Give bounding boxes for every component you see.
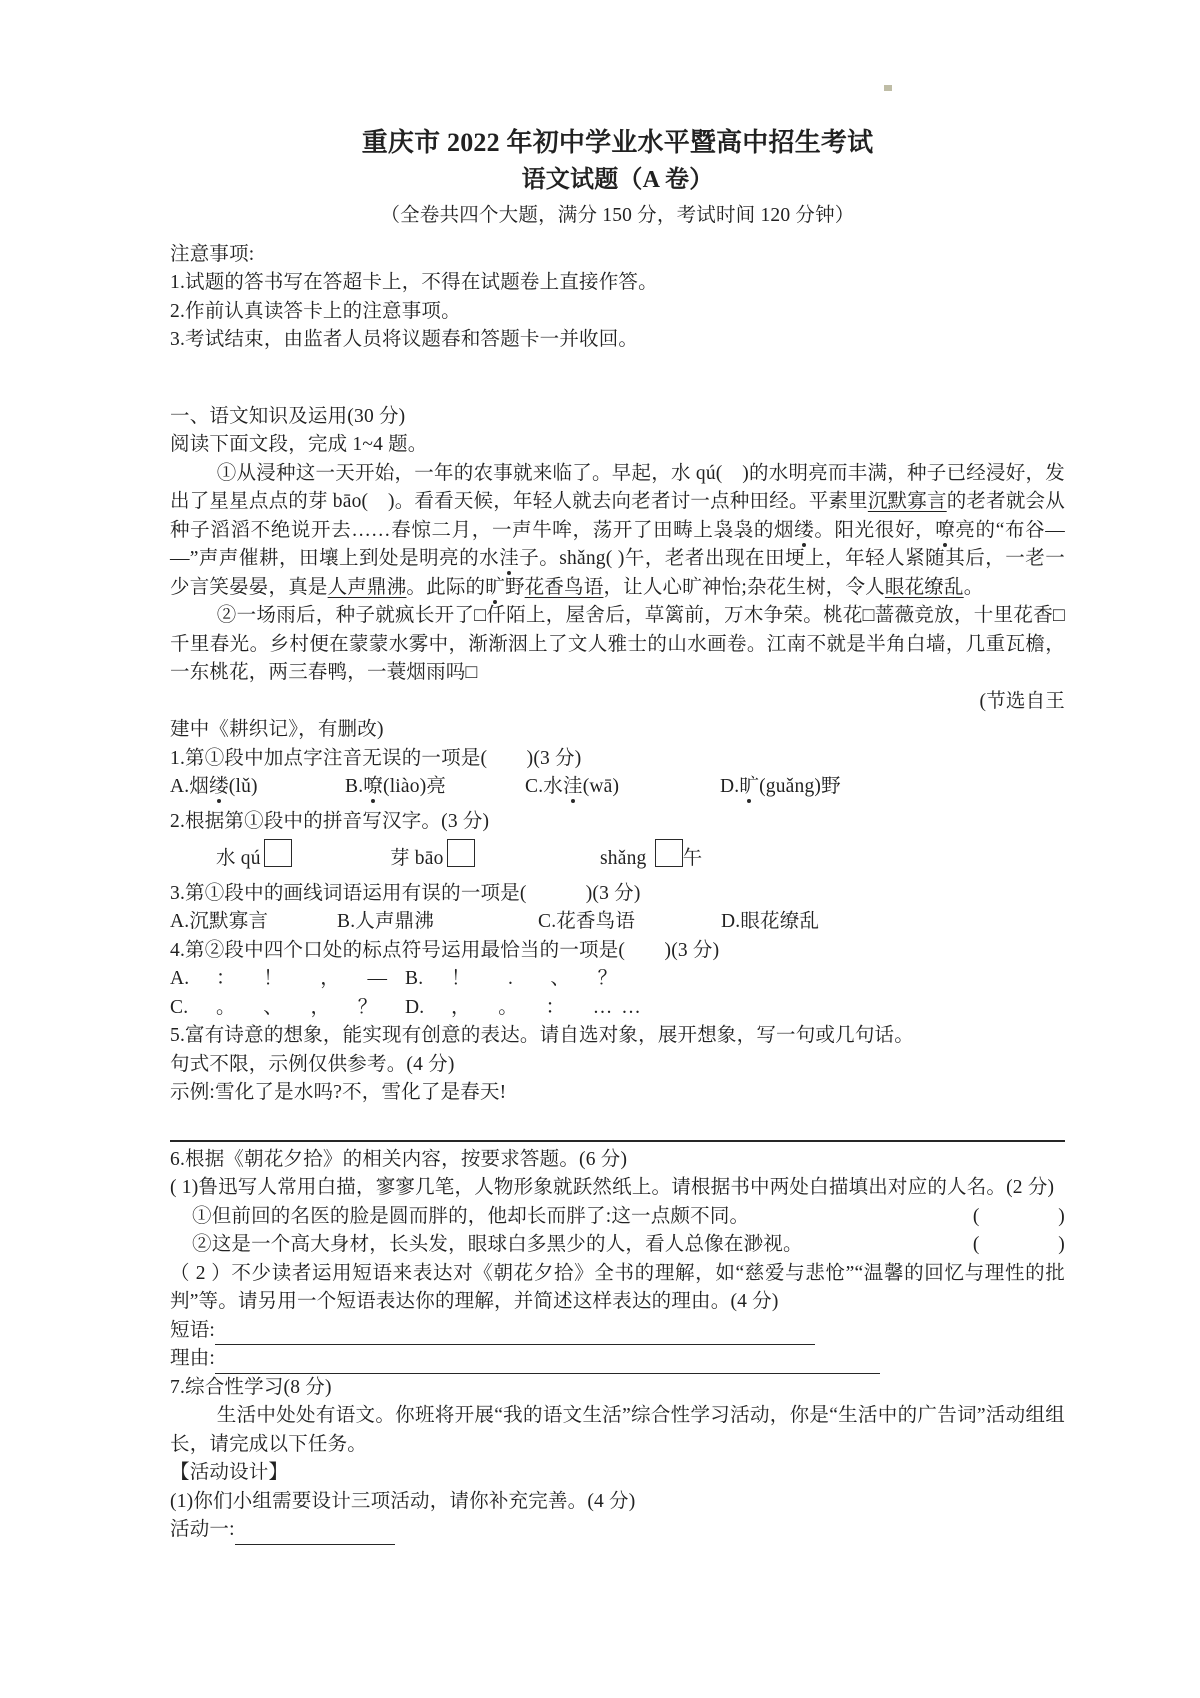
q3-option-b: B.人声鼎沸 [337,911,435,932]
passage-seg: 。阳光很好， [814,519,936,541]
q3-option-d: D.眼花缭乱 [721,911,820,932]
question-4-row-1 [170,965,1065,994]
q1-option-a [170,773,345,802]
dotted-char: 嘹 [363,776,383,797]
option-label: A. [170,776,190,797]
q4-option-b [405,965,626,994]
q5-answer-line [170,1114,1065,1142]
dotted-char-kuang: 旷 [485,576,505,598]
question-6-stem: 6.根据《朝花夕拾》的相关内容，按要求答题。(6 分) [170,1148,628,1170]
passage-seg: 的老者就会从种子滔滔不绝说开去……春惊二月，一声牛哞，荡开了田畴上袅袅的烟 [170,491,1065,541]
underlined-term-chenmoguayan: 沉默寡言 [867,491,947,512]
punctuation-marks: ！ . 、 ？ [451,968,627,989]
q6-part-1: ( 1)鲁迅写人常用白描，寥寥几笔，人物形象就跃然纸上。请根据书中两处白描填出对应的人名。(2 分) [170,1177,1055,1198]
q1-option-c [525,773,720,802]
q6-sub-2-blank: ( ) [972,1234,1065,1255]
q2-item-label: 水 qú [216,848,261,869]
question-2-answer-boxes [170,839,1065,874]
punctuation-marks: ， 。 ： …… [451,996,650,1018]
option-pinyin: (lǔ) [228,776,258,797]
question-2-stem: 2.根据第①段中的拼音写汉字。(3 分) [170,810,490,832]
q4-option-c [170,994,405,1023]
notice-item-1: 1.试题的答书写在答超卡上，不得在试题卷上直接作答。 [170,272,658,293]
notice-item-3: 3.考试结束，由监者人员将议题春和答题卡一并收回。 [170,329,639,350]
q2-item-label: 午 [682,848,703,869]
dotted-char: 缕 [209,776,229,797]
option-pinyin: (liào)亮 [383,776,447,797]
notice-item-2: 2.作前认真读答卡上的注意事项。 [170,300,461,322]
q2-item-label: 芽 bāo [390,848,444,869]
dotted-char-liao: 嘹 [935,519,956,541]
option-label: B. [345,776,364,797]
option-label: B. [405,968,424,989]
q6-sub-2 [170,1231,1065,1260]
punctuation-marks: ： ！ ， — [216,968,397,989]
exam-content [170,0,1065,1545]
q4-option-d [405,994,650,1023]
q2-item-bao [390,839,600,874]
passage-paragraph-2: ②一场雨后，种子就疯长开了□仟陌上，屋舍后，草篱前，万木争荣。桃花□蔷薇竞放，十里花香□千里春光。乡村便在蒙蒙水雾中，渐渐洇上了文人雅士的山水画卷。江南不就是半角白墙，几重瓦檐，一东桃花，两三春鸭，一蓑烟雨吗□ [170,605,1065,683]
passage-paragraph-1 [170,460,1065,603]
q6-reason-label: 理由: [170,1348,216,1369]
q7-bracket-heading: 【活动设计】 [170,1462,289,1483]
underlined-term-renshengdingfei: 人声鼎沸 [327,576,407,598]
notice-heading: 注意事项: [170,243,255,265]
question-1-options [170,773,1065,802]
passage-source-line-1: (节选自王 [979,690,1065,712]
q2-item-qu [216,839,390,874]
q6-sub-1 [170,1203,1065,1232]
option-label: D. [405,996,425,1018]
underlined-term-yanhualiaoluan: 眼花缭乱 [884,576,964,598]
q2-item-shang [600,839,702,874]
passage-seg: ①从浸种这一天开始，一年的农事就来临了。早起，水 qú( )的水明亮而丰满，种子已经浸好，发出了星星点点的芽 bāo( )。看看天候，年轻人就去向老者讨一点种田经。平素里 [170,462,1065,512]
answer-box [447,839,475,867]
q7-task-1: (1)你们小组需要设计三项活动，请你补充完善。(4 分) [170,1490,636,1512]
q4-option-a [170,965,405,994]
passage-seg: 野 [504,576,525,598]
page-title: 重庆市 2022 年初中学业水平暨高中招生考试 [361,128,874,157]
q7-activity-line [170,1516,1065,1545]
question-4-row-2 [170,994,1065,1023]
exam-meta: （全卷共四个大题，满分 150 分，考试时间 120 分钟） [380,205,855,226]
passage-source-line-2: 建中《耕织记》，有删改) [170,719,384,740]
option-pinyin: (wā) [582,776,620,797]
dotted-char-lv: 缕 [794,519,815,541]
q6-sub-2-text: ②这是一个高大身材，长头发，眼球白多黑少的人，看人总像在渺视。 [192,1234,803,1255]
question-3-options [170,908,1065,937]
option-text: 水 [543,776,563,797]
question-3-stem: 3.第①段中的画线词语运用有误的一项是( )(3 分) [170,882,641,904]
option-text: 烟 [189,776,210,797]
question-5-example: 示例:雪化了是水吗?不，雪化了是春天! [170,1082,507,1103]
passage-intro: 阅读下面文段，完成 1~4 题。 [170,434,428,455]
option-label: A. [170,968,190,989]
underlined-term-huaxiangniaoyu: 花香鸟语 [524,576,604,598]
option-pinyin: (guǎng)野 [759,776,841,797]
answer-box [264,839,292,867]
q6-sub-1-text: ①但前回的名医的脸是圆而胖的，他却长而胖了:这一点颇不同。 [192,1205,750,1227]
q6-reason-line [170,1345,1065,1374]
q6-sub-1-blank: ( ) [972,1205,1065,1227]
dotted-char: 旷 [739,776,760,797]
q7-activity-blank [235,1522,395,1545]
dotted-char-wa: 洼 [499,548,520,569]
page-subtitle: 语文试题（A 卷） [521,167,714,193]
section-heading: 一、语文知识及运用(30 分) [170,405,406,427]
q1-option-d [720,773,841,802]
q6-reason-blank [215,1351,880,1374]
q3-option-a: A.沉默寡言 [170,911,269,932]
q6-phrase-label: 短语: [170,1319,216,1341]
q7-activity-label: 活动一: [170,1519,235,1540]
q2-item-label: shǎng [600,848,652,869]
answer-box [655,839,683,867]
question-1-stem: 1.第①段中加点字注音无误的一项是( )(3 分) [170,747,582,769]
question-5-stem-line-2: 句式不限，示例仅供参考。(4 分) [170,1053,455,1075]
option-label: D. [720,776,740,797]
dotted-char: 洼 [563,776,583,797]
option-label: C. [170,996,189,1018]
option-label: C. [525,776,544,797]
question-5-stem-line-1: 5.富有诗意的想象，能实现有创意的表达。请自选对象，展开想象，写一句或几句话。 [170,1025,914,1046]
q6-phrase-blank [215,1322,815,1345]
question-4-stem: 4.第②段中四个口处的标点符号运用最恰当的一项是( )(3 分) [170,939,720,961]
q7-intro-paragraph: 生活中处处有语文。你班将开展“我的语文生活”综合性学习活动，你是“生活中的广告词”活动组组长，请完成以下任务。 [170,1405,1065,1455]
q1-option-b [345,773,525,802]
q6-part-2: （ 2 ）不少读者运用短语来表达对《朝花夕拾》全书的理解，如“慈爱与悲怆”“温馨的回忆与理性的批判”等。请另用一个短语表达你的理解，并简述这样表达的理由。(4 分) [170,1262,1065,1312]
passage-seg: 。 [963,576,984,598]
passage-seg: 。此际的 [406,576,486,598]
q6-phrase-line [170,1317,1065,1346]
question-7-stem: 7.综合性学习(8 分) [170,1376,332,1398]
q3-option-c: C.花香鸟语 [538,911,636,932]
punctuation-marks: 。 、 ， ？ [216,996,387,1018]
passage-seg: 子。shǎng( )午，老者出现在田埂上，年轻人紧随其后，一老一少言笑晏晏，真是 [170,548,1065,598]
passage-seg: 亮的“布谷— —”声声催耕，田壤上到处是明亮的水 [170,519,1066,569]
passage-seg: ，让人心旷神怡;杂花生树，令人 [603,576,885,598]
